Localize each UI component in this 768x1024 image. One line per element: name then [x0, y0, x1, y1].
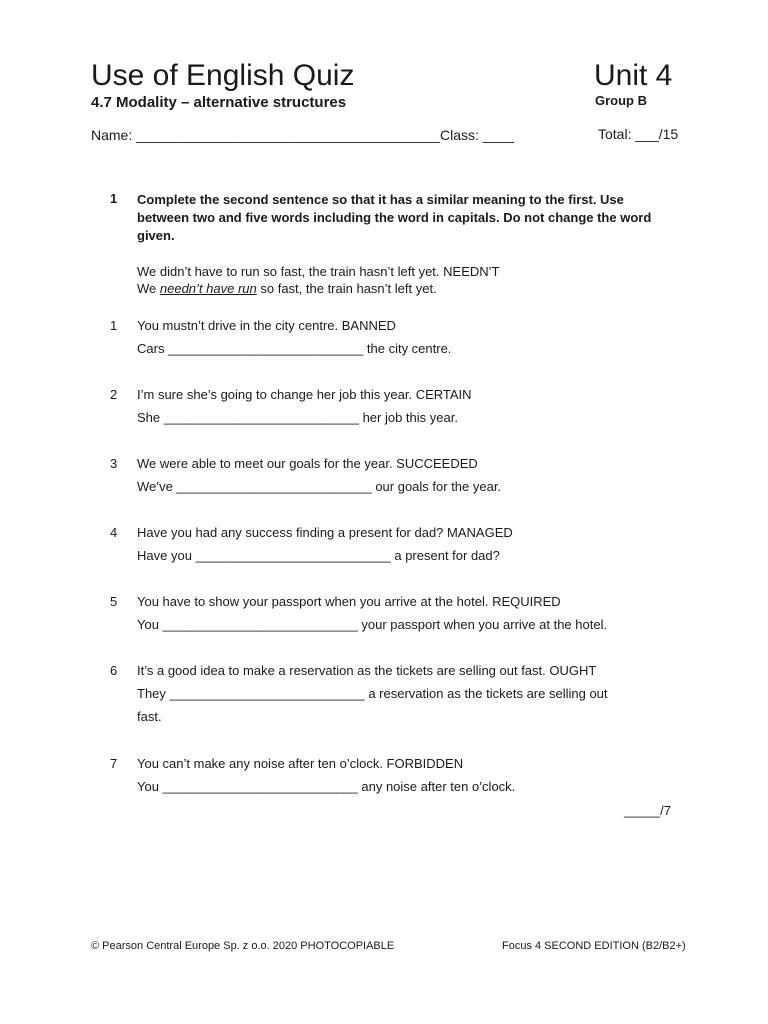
item-prompt: It’s a good idea to make a reservation as the tickets are selling out fast. OUGHT [137, 663, 597, 678]
list-item [110, 593, 670, 633]
item-number: 4 [110, 525, 118, 540]
exercise-instructions [110, 191, 680, 245]
item-prompt: I’m sure she’s going to change her job this year. CERTAIN [137, 387, 472, 402]
example-answer: needn’t have run [159, 281, 257, 296]
item-number: 5 [110, 594, 118, 609]
example-prefix: We [137, 281, 160, 296]
list-item [110, 755, 670, 795]
instructions-text: Complete the second sentence so that it has a similar meaning to the first. Use between two and five words including the word in capitals. Do not change the word given. [137, 192, 652, 243]
item-completion-continued: fast. [137, 709, 162, 724]
example-answer-line [137, 280, 499, 297]
item-completion: Have you ___________________________ a present for dad? [137, 548, 500, 563]
total-score: Total: ___/15 [598, 126, 679, 142]
list-item [110, 524, 670, 564]
item-prompt: You have to show your passport when you arrive at the hotel. REQUIRED [137, 594, 561, 609]
example [137, 263, 499, 297]
example-suffix: so fast, the train hasn’t left yet. [256, 281, 437, 296]
item-completion: You ___________________________ any noise after ten o’clock. [137, 779, 516, 794]
item-prompt: Have you had any success finding a present for dad? MANAGED [137, 525, 513, 540]
name-field: Name: _______________________________________ [91, 127, 440, 143]
item-completion: Cars ___________________________ the city centre. [137, 341, 452, 356]
list-item [110, 455, 670, 495]
item-completion: We’ve ___________________________ our goals for the year. [137, 479, 502, 494]
item-prompt: You mustn’t drive in the city centre. BANNED [137, 318, 396, 333]
page-subtitle: 4.7 Modality – alternative structures [91, 94, 347, 111]
item-number: 3 [110, 456, 118, 471]
item-completion: They ___________________________ a reservation as the tickets are selling out [137, 686, 608, 701]
item-completion: She ___________________________ her job this year. [137, 410, 458, 425]
item-completion: You ___________________________ your passport when you arrive at the hotel. [137, 617, 608, 632]
list-item [110, 386, 670, 426]
copyright-footer: © Pearson Central Europe Sp. z o.o. 2020 PHOTOCOPIABLE [91, 940, 395, 952]
section-score: _____/7 [624, 803, 671, 818]
edition-footer: Focus 4 SECOND EDITION (B2/B2+) [502, 940, 686, 952]
item-number: 7 [110, 756, 118, 771]
exercise-number: 1 [110, 191, 118, 206]
class-field: Class: ____ [440, 127, 514, 143]
item-number: 6 [110, 663, 118, 678]
unit-label: Unit 4 [594, 59, 673, 92]
list-item [110, 317, 670, 357]
item-number: 1 [110, 318, 118, 333]
list-item [110, 662, 670, 725]
page-title: Use of English Quiz [91, 59, 355, 92]
item-prompt: We were able to meet our goals for the year. SUCCEEDED [137, 456, 478, 471]
item-number: 2 [110, 387, 118, 402]
item-prompt: You can’t make any noise after ten o’clock. FORBIDDEN [137, 756, 464, 771]
example-original: We didn’t have to run so fast, the train hasn’t left yet. NEEDN’T [137, 264, 500, 279]
group-label: Group B [595, 93, 647, 108]
